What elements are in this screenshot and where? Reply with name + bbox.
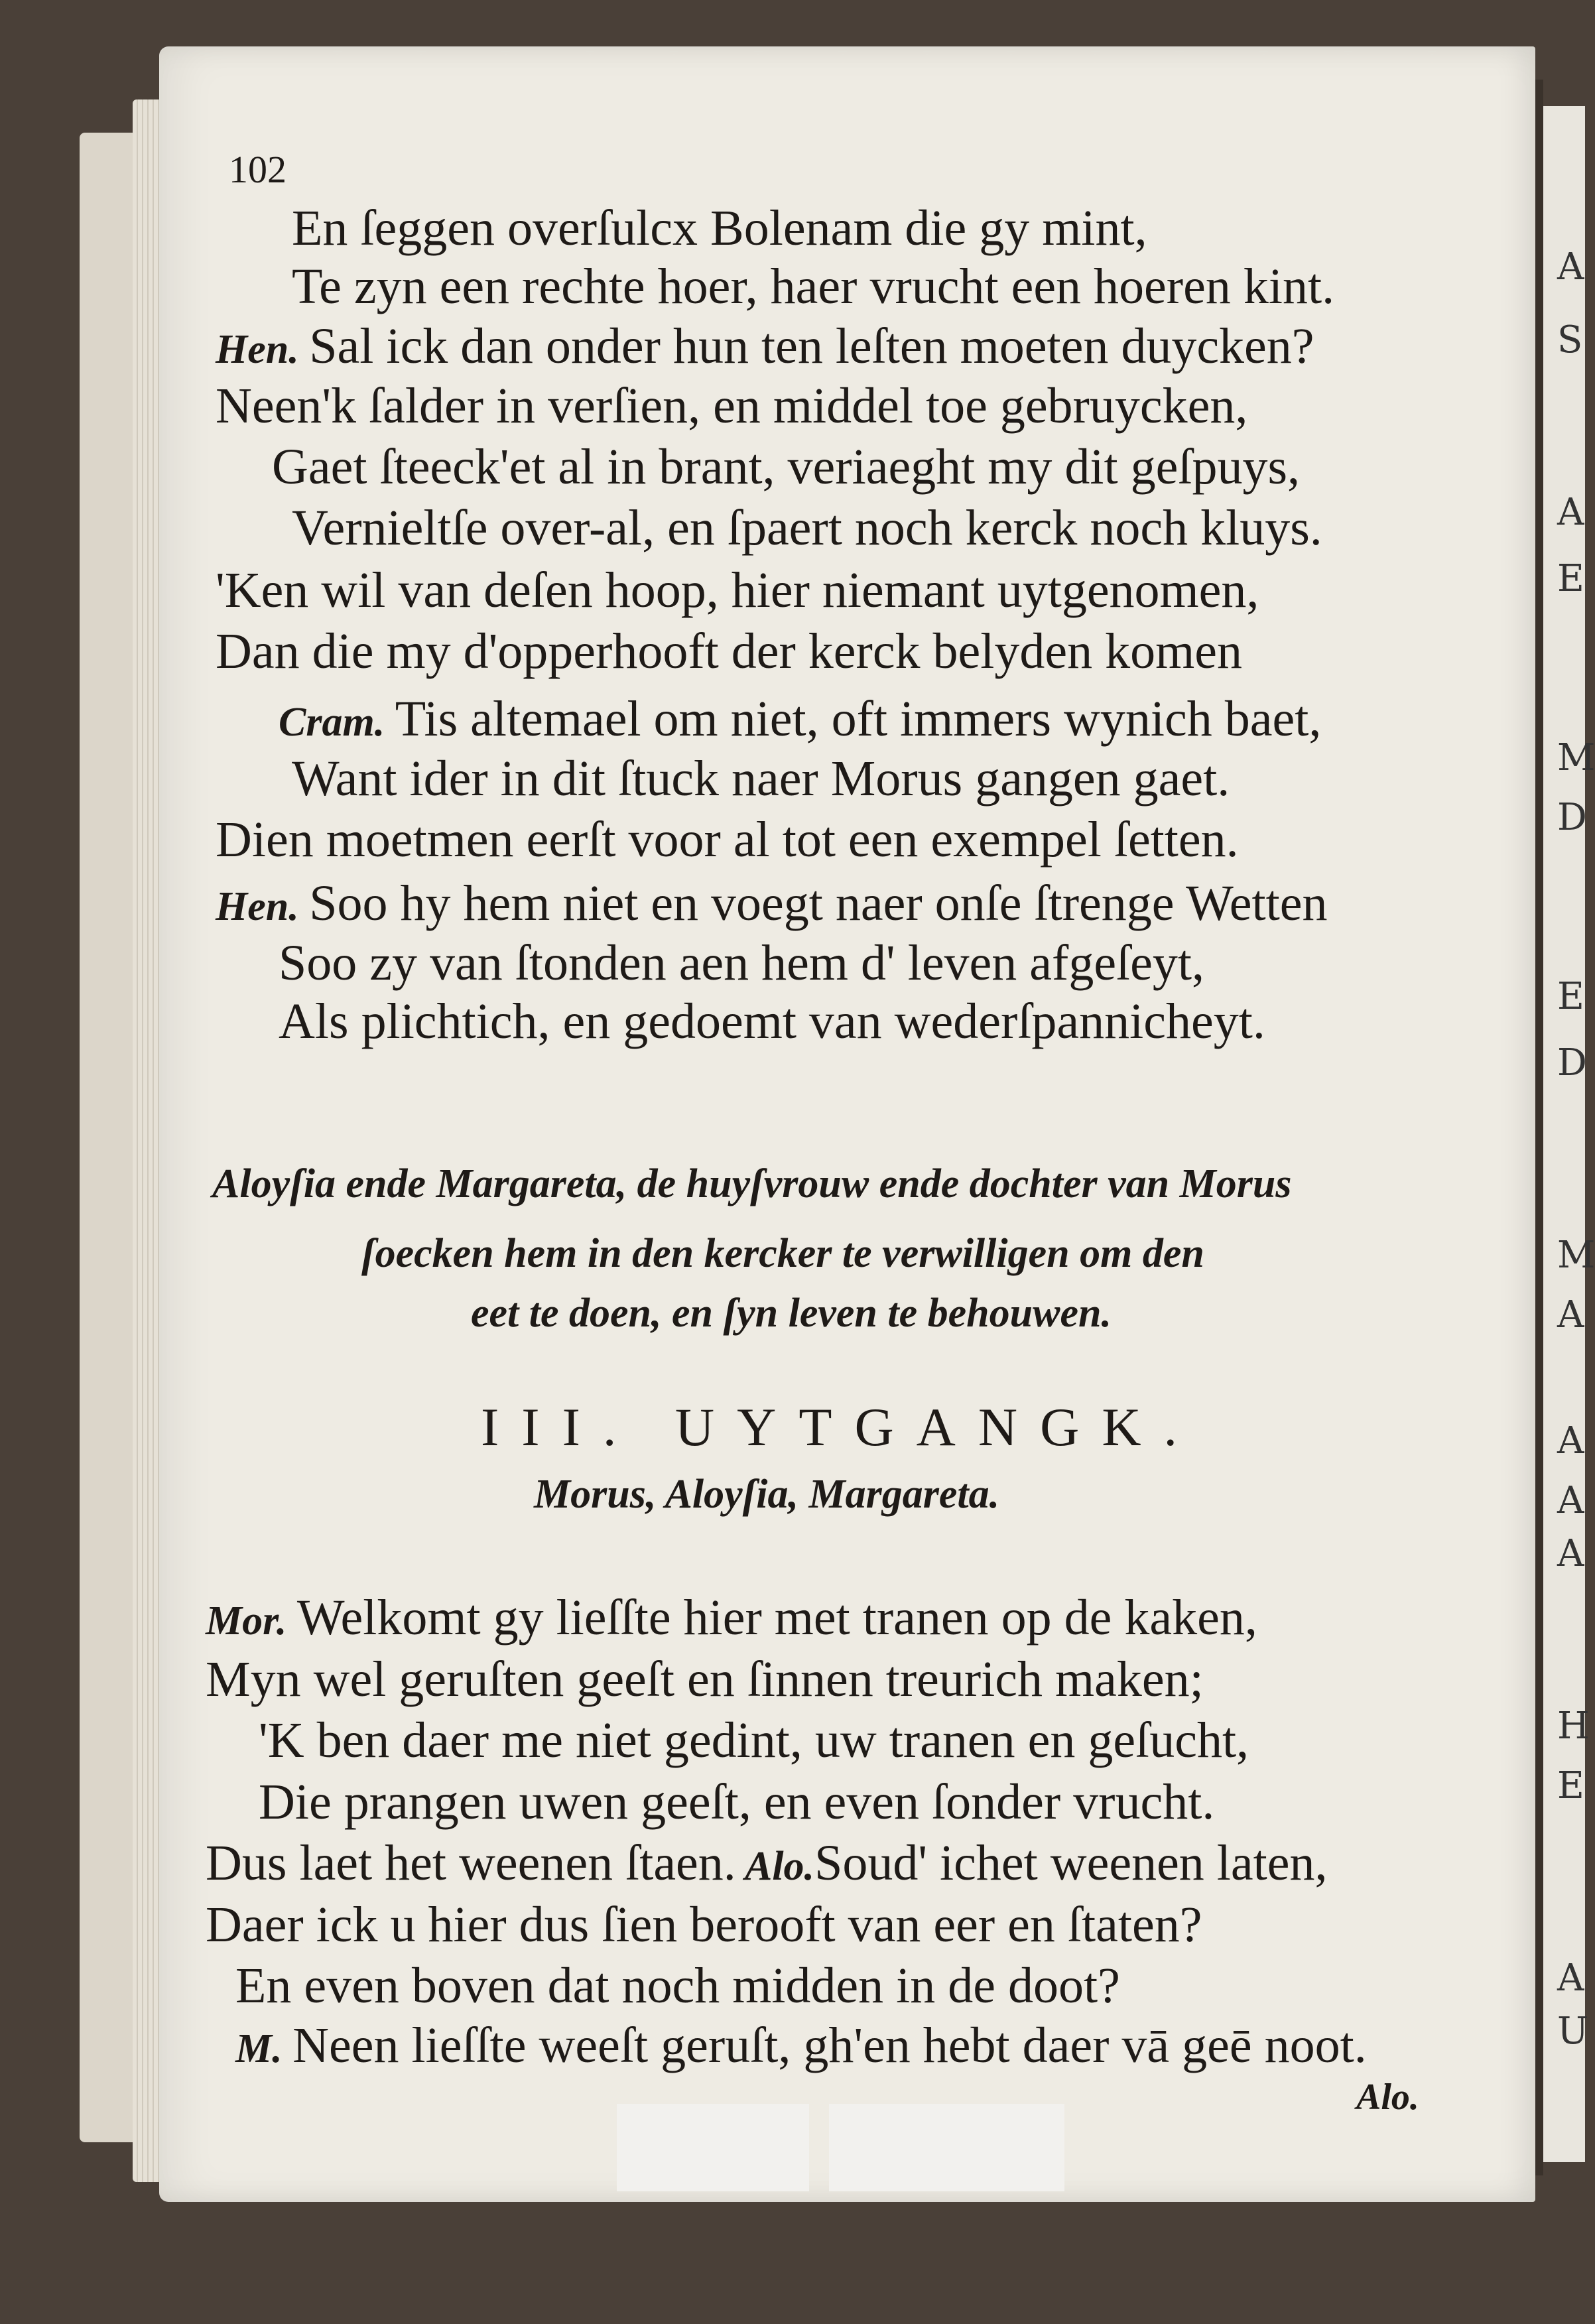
speaker-name: Cram.: [279, 700, 395, 745]
book-gutter: [1535, 80, 1543, 2175]
verse-line: [216, 810, 1239, 869]
speaker-name: Hen.: [216, 884, 310, 929]
verse-text: En even boven dat noch midden in de doot?: [235, 1958, 1120, 2014]
scene-heading: III. UYTGANGK.: [481, 1397, 1200, 1457]
speaker-name: Hen.: [216, 327, 310, 372]
verse-line: [259, 1711, 1249, 1770]
verse-text: Want ider in dit ſtuck naer Morus gangen gaet.: [292, 751, 1230, 807]
redaction-block: [617, 2104, 809, 2191]
facing-page-letter: A: [1557, 1293, 1584, 1336]
verse-line: [216, 561, 1259, 619]
facing-page-letter: M: [1557, 736, 1595, 779]
facing-page-letter: D: [1557, 1041, 1587, 1084]
scene-characters: Morus, Aloyſia, Margareta.: [534, 1472, 1000, 1517]
verse-line: [272, 438, 1300, 496]
speaker-name: M.: [235, 2026, 293, 2071]
verse-line: [206, 1588, 1257, 1650]
verse-line: [279, 690, 1321, 751]
speaker-name: Mor.: [206, 1598, 297, 1644]
verse-text: Soo zy van ſtonden aen hem d' leven afgeſeyt,: [279, 935, 1205, 991]
verse-line: [206, 1896, 1202, 1954]
facing-page: [1543, 106, 1585, 2162]
facing-page-letter: D: [1557, 796, 1587, 839]
stage-direction-line: ſoecken hem in den kercker te verwilligen om den: [361, 1231, 1204, 1276]
facing-page-letter: E: [1557, 975, 1584, 1018]
facing-page-letter: A: [1557, 1532, 1584, 1575]
verse-text: Die prangen uwen geeſt, en even ſonder vrucht.: [259, 1774, 1215, 1830]
stage-direction-line: eet te doen, en ſyn leven te behouwen.: [471, 1291, 1112, 1336]
verse-text: Te zyn een rechte hoer, haer vrucht een hoeren kint.: [292, 259, 1335, 314]
verse-text: Soo hy hem niet en voegt naer onſe ſtrenge Wetten: [309, 875, 1328, 931]
verse-text: Tis altemael om niet, oft immers wynich baet,: [395, 691, 1322, 747]
verse-text: Vernieltſe over-al, en ſpaert noch kerck noch kluys.: [292, 500, 1322, 556]
verse-text: 'Ken wil van deſen hoop, hier niemant uytgenomen,: [216, 562, 1259, 618]
facing-page-letter: S: [1557, 318, 1583, 361]
verse-line: [292, 199, 1147, 257]
verse-line: [292, 499, 1322, 557]
facing-page-letter: A: [1557, 1479, 1584, 1522]
verse-text: Welkomt gy lieſſte hier met tranen op de kaken,: [296, 1590, 1257, 1646]
facing-page-letter: A: [1557, 245, 1584, 289]
verse-text: Daer ick u hier dus ſien berooft van eer en ſtaten?: [206, 1897, 1202, 1953]
facing-page-letter: A: [1557, 1957, 1584, 2000]
verse-text: Dan die my d'opperhooft der kerck belyden komen: [216, 623, 1242, 679]
facing-page-letter: E: [1557, 557, 1584, 600]
facing-page-letter: H: [1557, 1705, 1590, 1748]
verse-text: Gaet ſteeck'et al in brant, veriaeght my dit geſpuys,: [272, 439, 1301, 495]
facing-page-letter: E: [1557, 1764, 1584, 1807]
facing-page-letter: A: [1557, 1419, 1584, 1462]
facing-page-letter: U: [1557, 2010, 1589, 2053]
speaker-name: Alo.: [735, 1844, 815, 1889]
verse-text: En ſeggen overſulcx Bolenam die gy mint,: [292, 200, 1147, 256]
verse-line: [216, 317, 1314, 379]
verse-text: Als plichtich, en gedoemt van wederſpannicheyt.: [279, 994, 1265, 1049]
verse-text: Neen'k ſalder in verſien, en middel toe gebruycken,: [216, 378, 1248, 434]
catchword: Alo.: [1356, 2077, 1419, 2118]
verse-line: [216, 874, 1328, 936]
verse-line: [206, 1650, 1204, 1709]
verse-text: Dien moetmen eerſt voor al tot een exempel ſetten.: [216, 812, 1239, 868]
verse-line: [279, 992, 1265, 1051]
verse-text: Dus laet het weenen ſtaen.: [206, 1835, 736, 1891]
verse-line: [292, 749, 1230, 808]
redaction-block: [829, 2104, 1064, 2191]
verse-line: [216, 622, 1242, 680]
verse-line: [216, 377, 1247, 435]
verse-line: [235, 2016, 1367, 2078]
verse-line: [259, 1773, 1214, 1831]
verse-line: [292, 257, 1334, 316]
verse-line: [279, 934, 1204, 992]
verse-text: Myn wel geruſten geeſt en ſinnen treurich maken;: [206, 1651, 1204, 1707]
verse-text: Sal ick dan onder hun ten leſten moeten duycken?: [309, 318, 1314, 374]
verse-text: Neen lieſſte weeſt geruſt, gh'en hebt daer vā geē noot.: [292, 2018, 1367, 2073]
verse-text: Soud' ichet weenen laten,: [814, 1835, 1328, 1891]
verse-text: 'K ben daer me niet gedint, uw tranen en geſucht,: [259, 1712, 1249, 1768]
facing-page-letter: A: [1557, 491, 1584, 534]
stage-direction-line: Aloyſia ende Margareta, de huyſvrouw ende dochter van Morus: [212, 1161, 1292, 1206]
verse-line: [206, 1834, 1328, 1896]
page-number: 102: [229, 148, 287, 191]
verse-line: [235, 1957, 1120, 2015]
facing-page-letter: M: [1557, 1234, 1595, 1277]
